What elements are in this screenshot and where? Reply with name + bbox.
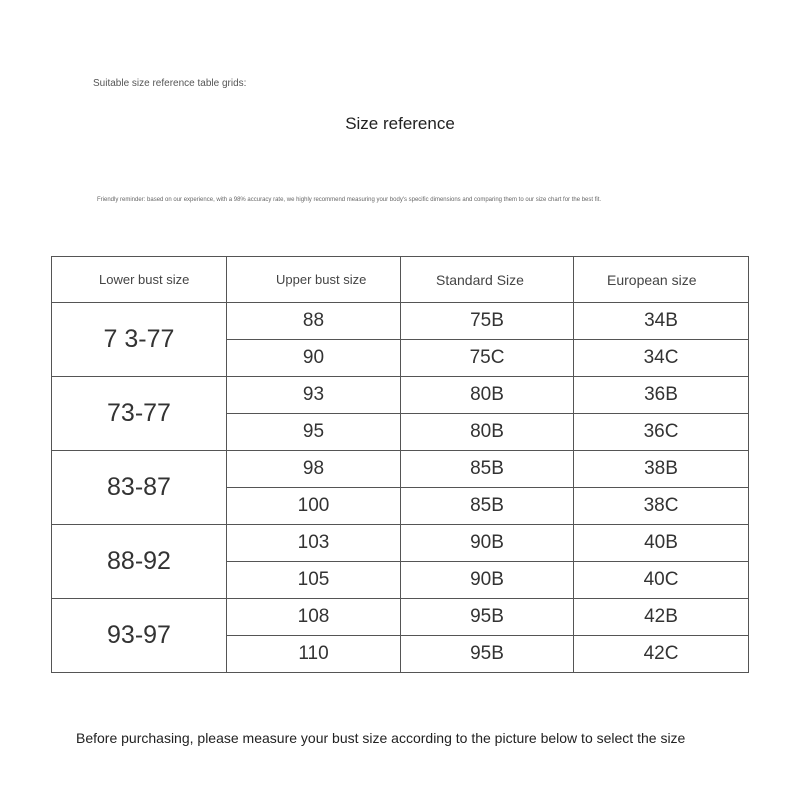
european-size-cell: 40C xyxy=(574,562,749,599)
standard-size-cell: 85B xyxy=(401,488,574,525)
lower-bust-cell: 73-77 xyxy=(52,377,227,451)
upper-bust-cell: 103 xyxy=(227,525,401,562)
standard-size-cell: 75B xyxy=(401,303,574,340)
european-size-cell: 42B xyxy=(574,599,749,636)
european-size-cell: 36B xyxy=(574,377,749,414)
lower-bust-cell: 93-97 xyxy=(52,599,227,673)
column-header-upper-bust: Upper bust size xyxy=(227,257,401,303)
page-title: Size reference xyxy=(345,114,455,133)
standard-size-cell: 85B xyxy=(401,451,574,488)
table-row xyxy=(52,377,749,414)
upper-bust-cell: 100 xyxy=(227,488,401,525)
reminder-text: Friendly reminder: based on our experience, with a 98% accuracy rate, we highly recommend measuring your body's specific dimensions and comparing them to our size chart for the best fit. xyxy=(97,197,602,203)
upper-bust-cell: 95 xyxy=(227,414,401,451)
table-header-row xyxy=(52,257,749,303)
measurement-note: Before purchasing, please measure your bust size according to the picture below to select the size xyxy=(76,730,686,746)
standard-size-cell: 80B xyxy=(401,414,574,451)
european-size-cell: 38B xyxy=(574,451,749,488)
upper-bust-cell: 108 xyxy=(227,599,401,636)
standard-size-cell: 75C xyxy=(401,340,574,377)
column-header-lower-bust: Lower bust size xyxy=(52,257,227,303)
european-size-cell: 34C xyxy=(574,340,749,377)
standard-size-cell: 90B xyxy=(401,562,574,599)
lower-bust-cell: 7 3-77 xyxy=(52,303,227,377)
european-size-cell: 42C xyxy=(574,636,749,673)
table-row xyxy=(52,451,749,488)
standard-size-cell: 90B xyxy=(401,525,574,562)
table-row xyxy=(52,525,749,562)
upper-bust-cell: 93 xyxy=(227,377,401,414)
lower-bust-cell: 83-87 xyxy=(52,451,227,525)
standard-size-cell: 95B xyxy=(401,636,574,673)
european-size-cell: 40B xyxy=(574,525,749,562)
upper-bust-cell: 90 xyxy=(227,340,401,377)
column-header-standard-size: Standard Size xyxy=(401,257,574,303)
upper-bust-cell: 88 xyxy=(227,303,401,340)
intro-text: Suitable size reference table grids: xyxy=(93,78,247,89)
table-row xyxy=(52,303,749,340)
standard-size-cell: 95B xyxy=(401,599,574,636)
upper-bust-cell: 105 xyxy=(227,562,401,599)
column-header-european-size: European size xyxy=(574,257,749,303)
european-size-cell: 38C xyxy=(574,488,749,525)
european-size-cell: 34B xyxy=(574,303,749,340)
lower-bust-cell: 88-92 xyxy=(52,525,227,599)
european-size-cell: 36C xyxy=(574,414,749,451)
standard-size-cell: 80B xyxy=(401,377,574,414)
upper-bust-cell: 110 xyxy=(227,636,401,673)
size-table xyxy=(51,256,749,673)
upper-bust-cell: 98 xyxy=(227,451,401,488)
table-row xyxy=(52,599,749,636)
